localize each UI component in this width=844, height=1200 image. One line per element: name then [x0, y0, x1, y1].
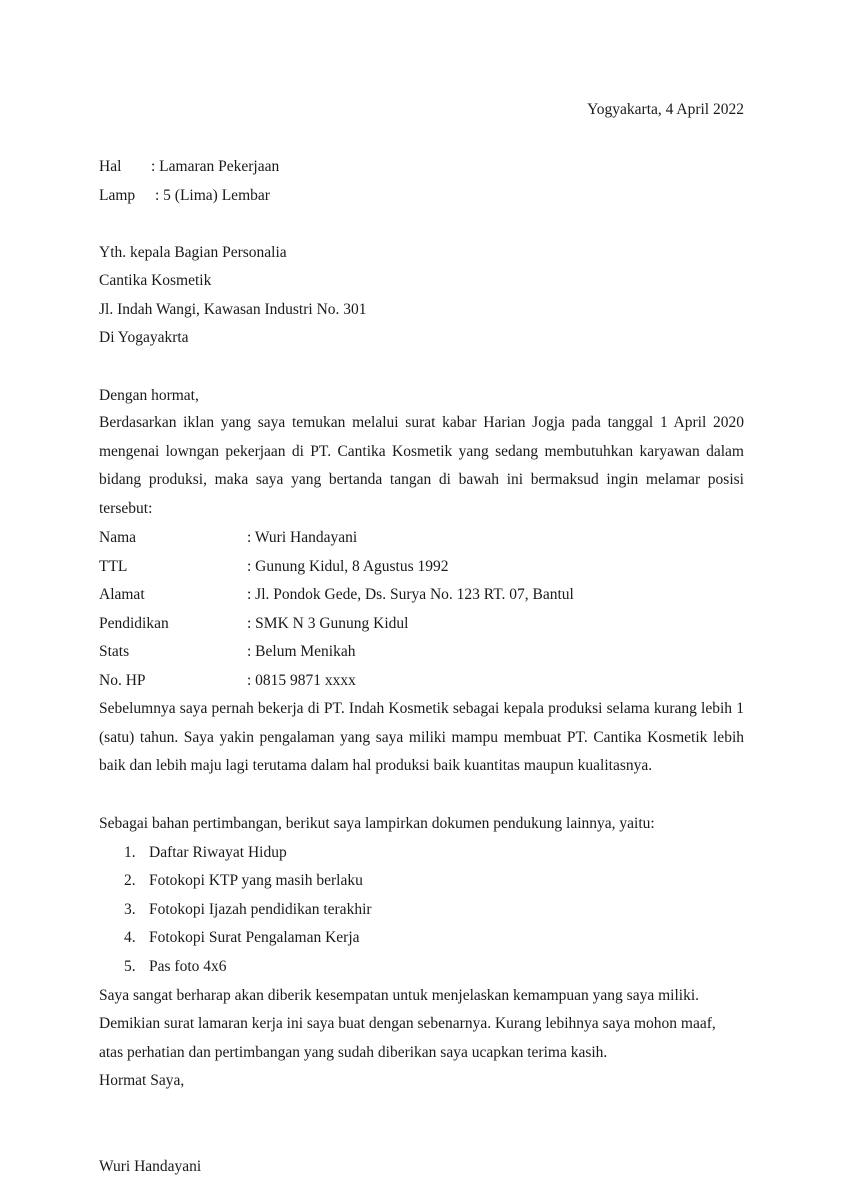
list-item-number: 5. [124, 958, 136, 975]
recipient-line: Di Yogayakrta [99, 329, 189, 346]
list-item: Fotokopi Surat Pengalaman Kerja [149, 929, 360, 946]
list-item-number: 4. [124, 929, 136, 946]
signature-name: Wuri Handayani [99, 1158, 202, 1175]
regards: Hormat Saya, [99, 1072, 185, 1089]
list-item: Pas foto 4x6 [149, 958, 227, 975]
field-value-education: : SMK N 3 Gunung Kidul [247, 615, 409, 632]
closing-line: Saya sangat berharap akan diberik kesempatan untuk menjelaskan kemampuan yang saya miliki. [99, 987, 699, 1004]
attachment-value: : 5 (Lima) Lembar [155, 187, 270, 204]
subject-value: : Lamaran Pekerjaan [151, 158, 280, 175]
field-label-address: Alamat [99, 586, 145, 603]
closing-line: atas perhatian dan pertimbangan yang sudah diberikan saya ucapkan terima kasih. [99, 1044, 608, 1061]
subject-label: Hal [99, 158, 122, 175]
recipient-line: Yth. kepala Bagian Personalia [99, 244, 287, 261]
attachments-intro: Sebagai bahan pertimbangan, berikut saya lampirkan dokumen pendukung lainnya, yaitu: [99, 815, 655, 832]
intro-paragraph: Berdasarkan iklan yang saya temukan melalui surat kabar Harian Jogja pada tanggal 1 April 2020 mengenai lowngan pekerjaan di PT. Cantika Kosmetik yang sedang membutuhkan karyawan dalam bidang produksi, maka saya yang bertanda tangan di bawah ini bermaksud ingin melamar posisi tersebut: [99, 414, 744, 517]
field-value-address: : Jl. Pondok Gede, Ds. Surya No. 123 RT. 07, Bantul [247, 586, 574, 603]
salutation: Dengan hormat, [99, 387, 199, 404]
list-item-number: 2. [124, 872, 136, 889]
field-label-ttl: TTL [99, 558, 128, 575]
field-label-phone: No. HP [99, 672, 146, 689]
field-label-status: Stats [99, 643, 130, 660]
recipient-line: Cantika Kosmetik [99, 272, 212, 289]
list-item: Fotokopi Ijazah pendidikan terakhir [149, 901, 372, 918]
field-label-name: Nama [99, 529, 137, 546]
attachment-label: Lamp [99, 187, 136, 204]
field-value-ttl: : Gunung Kidul, 8 Agustus 1992 [247, 558, 449, 575]
field-value-name: : Wuri Handayani [247, 529, 358, 546]
field-value-phone: : 0815 9871 xxxx [247, 672, 356, 689]
list-item: Fotokopi KTP yang masih berlaku [149, 872, 363, 889]
field-value-status: : Belum Menikah [247, 643, 356, 660]
list-item: Daftar Riwayat Hidup [149, 844, 287, 861]
list-item-number: 3. [124, 901, 136, 918]
field-label-education: Pendidikan [99, 615, 169, 632]
recipient-line: Jl. Indah Wangi, Kawasan Industri No. 301 [99, 301, 367, 318]
list-item-number: 1. [124, 844, 136, 861]
letter-date: Yogyakarta, 4 April 2022 [587, 101, 744, 118]
experience-paragraph: Sebelumnya saya pernah bekerja di PT. Indah Kosmetik sebagai kepala produksi selama kurang lebih 1 (satu) tahun. Saya yakin pengalaman yang saya miliki mampu membuat PT. Cantika Kosmetik lebih baik dan lebih maju lagi terutama dalam hal produksi baik kuantitas maupun kualitasnya. [99, 700, 744, 775]
closing-line: Demikian surat lamaran kerja ini saya buat dengan sebenarnya. Kurang lebihnya saya mohon maaf, [99, 1015, 716, 1032]
